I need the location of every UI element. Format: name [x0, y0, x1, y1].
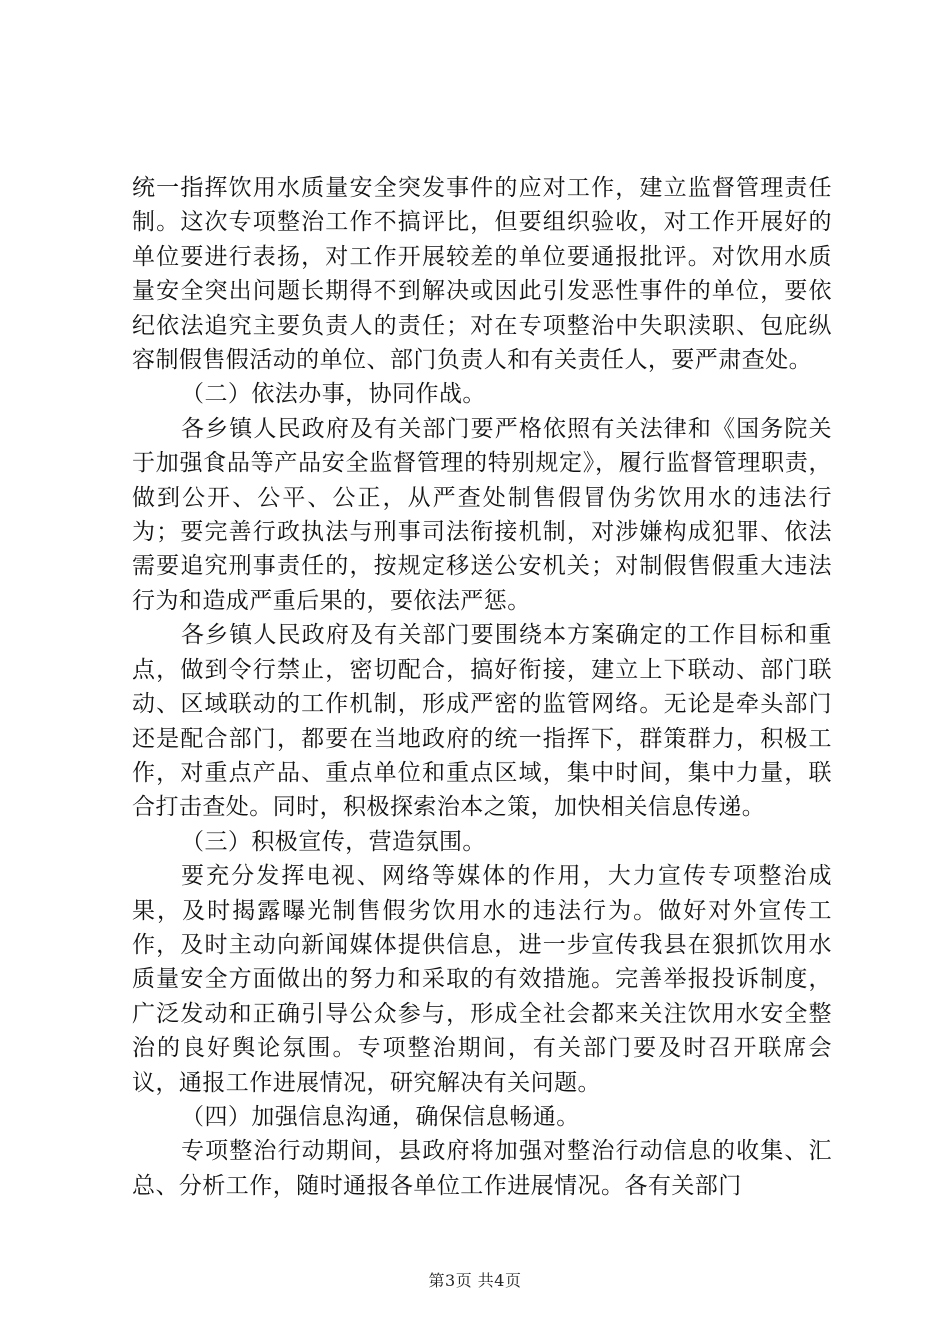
- section-heading-2: （二）依法办事，协同作战。: [181, 381, 486, 408]
- paragraph: 专项整治行动期间，县政府将加强对整治行动信息的收集、汇总、分析工作，随时通报各单位工作进展情况。各有关部门: [132, 1138, 832, 1199]
- section-heading-4: （四）加强信息沟通，确保信息畅通。: [181, 1103, 580, 1130]
- page-number: 第3页 共4页: [428, 1271, 522, 1290]
- paragraph-continuation: 统一指挥饮用水质量安全突发事件的应对工作，建立监督管理责任制。这次专项整治工作不搞评比，但要组织验收，对工作开展好的单位要进行表扬，对工作开展较差的单位要通报批评。对饮用水质量安全突出问题长期得不到解决或因此引发恶性事件的单位，要依纪依法追究主要负责人的责任；对在专项整治中失职渎职、包庇纵容制假售假活动的单位、部门负责人和有关责任人，要严肃查处。: [132, 175, 832, 374]
- paragraph: 各乡镇人民政府及有关部门要围绕本方案确定的工作目标和重点，做到令行禁止，密切配合，搞好衔接，建立上下联动、部门联动、区域联动的工作机制，形成严密的监管网络。无论是牵头部门还是配合部门，都要在当地政府的统一指挥下，群策群力，积极工作，对重点产品、重点单位和重点区域，集中时间，集中力量，联合打击查处。同时，积极探索治本之策，加快相关信息传递。: [132, 622, 832, 821]
- section-heading-3: （三）积极宣传，营造氛围。: [181, 828, 486, 855]
- paragraph: 要充分发挥电视、网络等媒体的作用，大力宣传专项整治成果，及时揭露曝光制售假劣饮用水的违法行为。做好对外宣传工作，及时主动向新闻媒体提供信息，进一步宣传我县在狠抓饮用水质量安全方面做出的努力和采取的有效措施。完善举报投诉制度，广泛发动和正确引导公众参与，形成全社会都来关注饮用水安全整治的良好舆论氛围。专项整治期间，有关部门要及时召开联席会议，通报工作进展情况，研究解决有关问题。: [132, 863, 832, 1096]
- paragraph: 各乡镇人民政府及有关部门要严格依照有关法律和《国务院关于加强食品等产品安全监督管理的特别规定》，履行监督管理职责，做到公开、公平、公正，从严查处制售假冒伪劣饮用水的违法行为；要完善行政执法与刑事司法衔接机制，对涉嫌构成犯罪、依法需要追究刑事责任的，按规定移送公安机关；对制假售假重大违法行为和造成严重后果的，要依法严惩。: [132, 415, 832, 614]
- document-body: [132, 171, 832, 1203]
